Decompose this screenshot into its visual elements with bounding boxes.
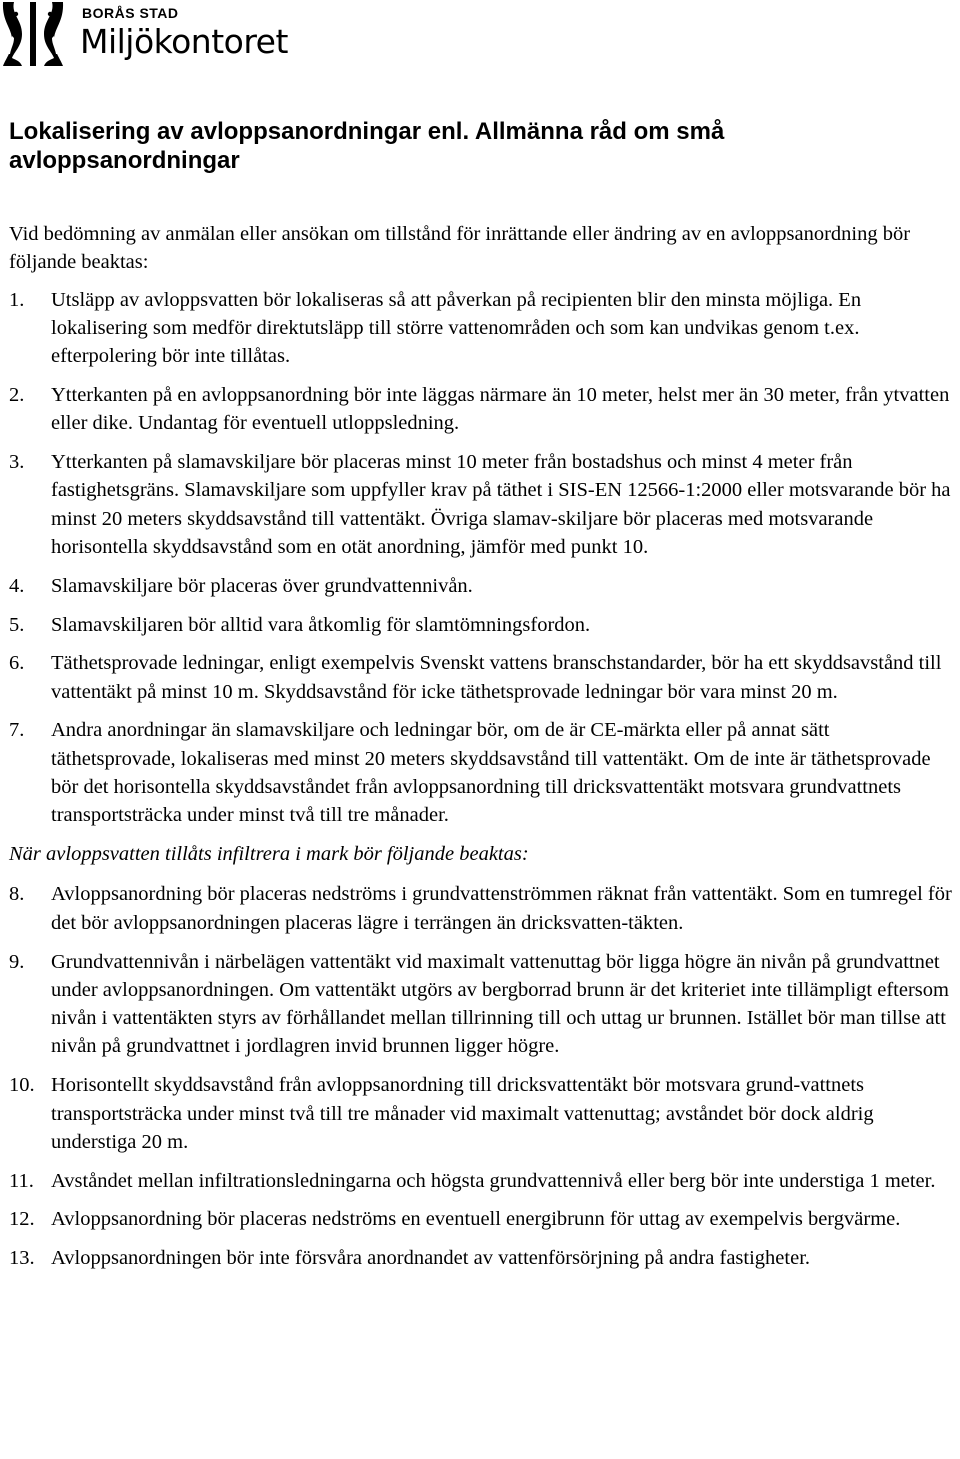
list-item (9, 1244, 954, 1272)
list-item-number: 1. (9, 288, 25, 311)
letterhead (0, 0, 400, 75)
rules-list-infiltration (9, 880, 954, 1272)
list-item (9, 1205, 954, 1233)
list-item-number: 11. (9, 1169, 34, 1192)
list-item-text: Täthetsprovade ledningar, enligt exempelvis Svenskt vattens branschstandarder, bör ha ett skyddsavstånd till vattentäkt på minst 10 m. Skyddsavstånd för icke täthetsprovade ledningar bör vara minst 20 m. (51, 652, 942, 703)
department-name: Miljökontoret (80, 22, 288, 61)
rules-list-general (9, 286, 954, 830)
intro-paragraph: Vid bedömning av anmälan eller ansökan om tillstånd för inrättande eller ändring av en avloppsanordning bör följande beaktas: (9, 223, 911, 274)
list-item (9, 448, 954, 561)
list-item-number: 2. (9, 383, 25, 406)
list-item-number: 12. (9, 1208, 35, 1231)
list-item (9, 1167, 954, 1195)
list-item (9, 572, 954, 600)
list-item-number: 4. (9, 574, 25, 597)
list-item-text: Slamavskiljare bör placeras över grundvattennivån. (51, 574, 473, 597)
org-name: BORÅS STAD (82, 5, 179, 21)
list-item (9, 880, 954, 937)
list-item-text: Avloppsanordningen bör inte försvåra anordnandet av vattenförsörjning på andra fastigheter. (51, 1247, 811, 1270)
document-body (9, 220, 954, 1283)
infiltration-subheading: När avloppsvatten tillåts infiltrera i mark bör följande beaktas: (9, 843, 529, 866)
list-item-text: Avståndet mellan infiltrationsledningarna och högsta grundvattennivå eller berg bör inte understiga 1 meter. (51, 1169, 936, 1192)
list-item-number: 7. (9, 719, 25, 742)
list-item (9, 948, 954, 1061)
list-item-number: 13. (9, 1247, 35, 1270)
list-item-number: 6. (9, 652, 25, 675)
document-title: Lokalisering av avloppsanordningar enl. Allmänna råd om små avloppsanordningar (9, 118, 725, 174)
list-item (9, 381, 954, 438)
list-item (9, 286, 954, 371)
list-item-text: Ytterkanten på en avloppsanordning bör inte läggas närmare än 10 meter, helst mer än 30 meter, från ytvatten eller dike. Undantag för eventuell utloppsledning. (51, 383, 950, 435)
list-item-text: Andra anordningar än slamavskiljare och ledningar bör, om de är CE-märkta eller på annat sätt täthetsprovade, lokaliseras med minst 20 meters skyddsavstånd till vattentäkt. Om de inte är täthetsprovade bör det horisontella skyddsavståndet från avloppsanordning till dricksvattentäkt motsvara grundvattnets transportsträcka under minst två till tre månader. (51, 719, 931, 827)
boras-coat-of-arms-icon (0, 0, 66, 68)
list-item-text: Avloppsanordning bör placeras nedströms i grundvattenströmmen räknat från vattentäkt. Som en tumregel för det bör avloppsanordningen placeras lägre i terrängen än dricksvatten-täkten. (51, 883, 952, 934)
list-item-text: Grundvattennivån i närbelägen vattentäkt vid maximalt vattenuttag bör ligga högre än nivån på grundvattnet under avloppsanordningen. Om vattentäkt utgörs av bergborrad brunn är det kriteriet inte tillämpligt eftersom nivån i vattentäkten styrs av förhållandet mellan tillrinning till och uttag ur brunnen. Istället bör man tillse att nivån på grundvattnet i jordlagren invid brunnen ligger högre. (51, 950, 949, 1058)
list-item-number: 5. (9, 613, 25, 636)
list-item-text: Ytterkanten på slamavskiljare bör placeras minst 10 meter från bostadshus och minst 4 meter från fastighetsgräns. Slamavskiljare som uppfyller krav på täthet i SIS-EN 12566-1:2000 eller motsvarande bör ha minst 20 meters skyddsavstånd till vattentäkt. Övriga slamav-skiljare bör placeras med motsvarande horisontella skyddsavstånd som en otät anordning, jämför med punkt 10. (51, 451, 951, 558)
list-item-number: 9. (9, 950, 25, 973)
list-item-number: 10. (9, 1074, 35, 1097)
list-item (9, 649, 954, 706)
list-item-number: 8. (9, 883, 25, 906)
list-item-text: Slamavskiljaren bör alltid vara åtkomlig för slamtömningsfordon. (51, 613, 591, 636)
list-item (9, 716, 954, 829)
list-item-text: Horisontellt skyddsavstånd från avloppsanordning till dricksvattentäkt bör motsvara grund-vattnets transportsträcka under minst två till tre månader vid maximalt vattenuttag; avståndet bör dock aldrig understiga 20 m. (51, 1074, 874, 1153)
list-item-text: Utsläpp av avloppsvatten bör lokaliseras så att påverkan på recipienten blir den minsta möjliga. En lokalisering som medför direktutsläpp till större vattenområden och som kan undvikas genom t.ex. efterpolering bör inte tillåtas. (51, 288, 862, 368)
list-item (9, 1071, 954, 1156)
list-item (9, 611, 954, 639)
list-item-number: 3. (9, 451, 25, 474)
list-item-text: Avloppsanordning bör placeras nedströms en eventuell energibrunn för uttag av exempelvis bergvärme. (51, 1208, 901, 1231)
